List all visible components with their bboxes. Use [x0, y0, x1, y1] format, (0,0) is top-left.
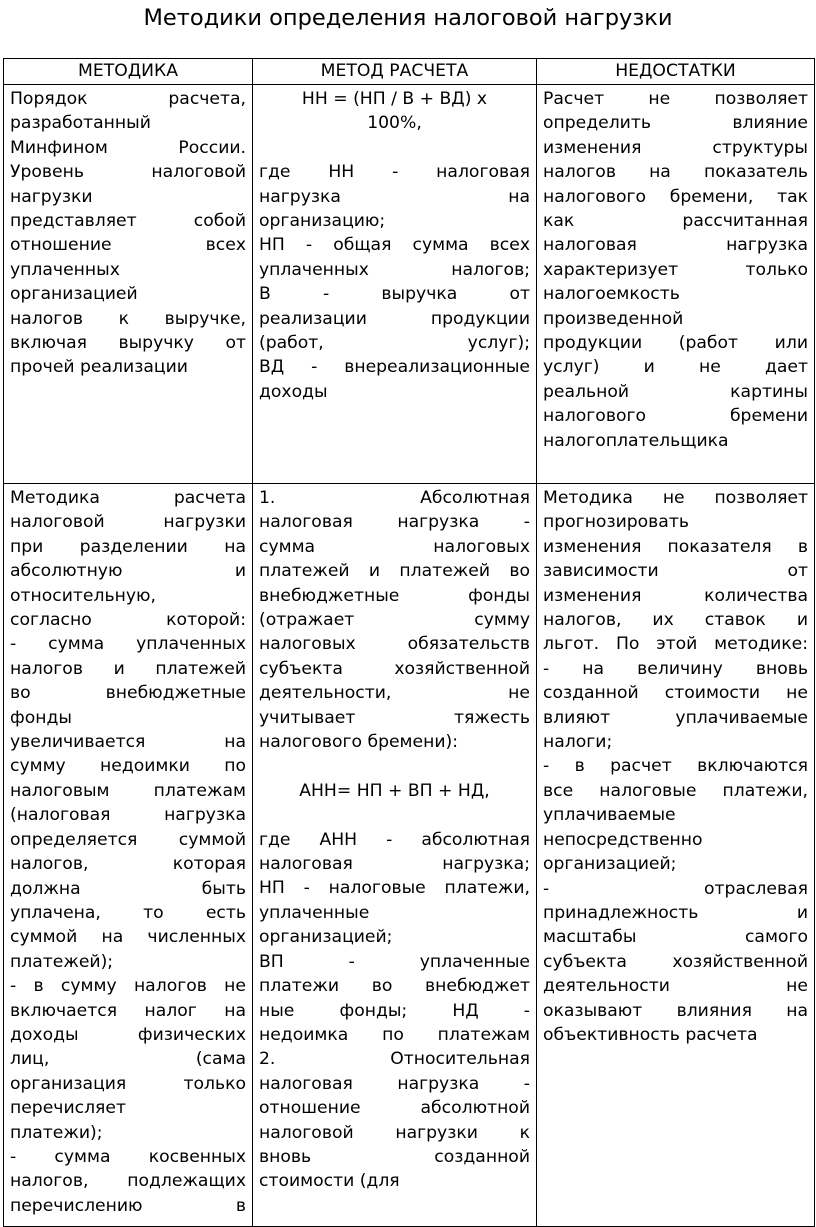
text-line: налогового бремени: [543, 406, 808, 427]
text-line: НН = (НП / В + ВД) x: [301, 89, 488, 109]
text-line: субъекта хозяйственной: [543, 951, 808, 972]
text-line: 2. Относительная: [259, 1049, 530, 1070]
text-line: масштабы самого: [543, 927, 808, 948]
text-line: НП - налоговые платежи,: [259, 878, 530, 899]
text-line: при разделении на: [10, 536, 246, 557]
page-title: Методики определения налоговой нагрузки: [143, 5, 673, 31]
cell-method: [4, 85, 253, 484]
text-line: недоимка по платежам: [259, 1024, 530, 1045]
text-line: уплачиваемые: [543, 805, 676, 826]
header-method: МЕТОДИКА: [4, 59, 253, 85]
text-line: [259, 136, 530, 160]
text-line: включается налог на: [10, 1000, 246, 1021]
text-line: перечисляет: [10, 1098, 126, 1119]
text-line: продукции (работ или: [543, 333, 808, 354]
text-line: - отраслевая: [543, 878, 808, 899]
text-line: [259, 803, 530, 827]
text-line: В - выручка от: [259, 284, 530, 305]
text-line: организацией;: [259, 927, 393, 948]
text-line: Уровень налоговой: [10, 162, 246, 183]
text-line: налогоемкость: [543, 284, 680, 305]
text-line: - в расчет включаются: [543, 756, 808, 777]
text-line: налоги;: [543, 732, 613, 753]
text-line: платежей);: [10, 951, 114, 972]
text-line: уплаченных: [10, 259, 120, 280]
text-line: изменения структуры: [543, 137, 808, 158]
text-line: налоговой нагрузки к: [259, 1122, 530, 1143]
cell-calculation: [253, 484, 537, 1227]
text-line: организацией;: [543, 854, 677, 875]
text-line: деятельности, не: [259, 683, 530, 704]
cell-drawbacks: [537, 484, 815, 1227]
text-line: влияют уплачиваемые: [543, 707, 808, 728]
text-line: учитывает тяжесть: [259, 707, 530, 728]
text-line: Методика расчета: [10, 488, 246, 508]
text-line: льгот. По этой методике:: [543, 634, 808, 655]
text-line: налогов к выручке,: [10, 308, 246, 329]
text-line: оказывают влияния на: [543, 1000, 808, 1021]
text-line: деятельности не: [543, 976, 808, 997]
methods-table: [3, 58, 815, 1227]
text-line: доходы: [259, 381, 328, 402]
text-line: налогов, подлежащих: [10, 1171, 246, 1192]
text-line: объективность расчета: [543, 1024, 758, 1045]
text-line: нагрузки: [10, 186, 93, 207]
text-line: увеличивается на: [10, 732, 246, 753]
table-row: [4, 85, 815, 484]
text-line: сумму недоимки по: [10, 756, 246, 777]
text-line: уплачена, то есть: [10, 902, 246, 923]
text-line: произведенной: [543, 308, 684, 329]
text-line: налоговая нагрузка -: [259, 1073, 530, 1094]
text-line: зависимости от: [543, 561, 808, 582]
text-line: прогнозировать: [543, 512, 689, 533]
text-line: - в сумму налогов не: [10, 976, 246, 997]
text-line: все налоговые платежи,: [543, 780, 808, 801]
text-line: характеризует только: [543, 259, 808, 280]
text-line: платежи во внебюджет: [259, 976, 530, 997]
text-line: разработанный: [10, 113, 151, 134]
text-line: фонды: [10, 707, 72, 728]
text-line: [259, 754, 530, 778]
text-line: созданной стоимости не: [543, 683, 808, 704]
text-line: абсолютную и: [10, 561, 246, 582]
cell-method: [4, 484, 253, 1227]
text-line: уплаченные: [259, 902, 370, 923]
text-line: (налоговая нагрузка: [10, 805, 246, 826]
text-line: суммой на численных: [10, 927, 246, 948]
text-line: Методика не позволяет: [543, 488, 808, 508]
text-line: платежи);: [10, 1122, 103, 1143]
text-line: представляет собой: [10, 211, 246, 232]
text-line: организацией: [10, 284, 138, 305]
text-line: уплаченных налогов;: [259, 259, 530, 280]
table-header-row: [4, 59, 815, 85]
table-row: [4, 484, 815, 1227]
text-line: субъекта хозяйственной: [259, 658, 530, 679]
text-line: принадлежность и: [543, 902, 808, 923]
text-line: реализации продукции: [259, 308, 530, 329]
text-line: налогового бремени):: [259, 732, 458, 753]
text-line: - на величину вновь: [543, 658, 808, 679]
text-line: Расчет не позволяет: [543, 89, 808, 109]
text-line: согласно которой:: [10, 610, 246, 631]
text-line: налоговая нагрузка;: [259, 854, 530, 875]
text-line: сумма налоговых: [259, 536, 530, 557]
text-line: налогового бремени, так: [543, 186, 808, 207]
text-line: (отражает сумму: [259, 610, 530, 631]
text-line: Минфином России.: [10, 137, 246, 158]
header-drawbacks: НЕДОСТАТКИ: [537, 59, 815, 85]
text-line: относительную,: [10, 585, 156, 606]
text-line: доходы физических: [10, 1024, 246, 1045]
text-line: определяется суммой: [10, 829, 246, 850]
text-line: реальной картины: [543, 381, 808, 402]
text-line: платежей и платежей во: [259, 561, 530, 582]
header-calculation: МЕТОД РАСЧЕТА: [253, 59, 537, 85]
text-line: ные фонды; НД -: [259, 1000, 530, 1021]
text-line: изменения показателя в: [543, 536, 808, 557]
text-line: налогов, которая: [10, 854, 246, 875]
text-line: организацию;: [259, 211, 386, 232]
text-line: стоимости (для: [259, 1171, 400, 1192]
text-line: ВД - внереализационные: [259, 357, 530, 378]
text-line: налоговая нагрузка -: [259, 512, 530, 533]
text-line: налогов на показатель: [543, 162, 808, 183]
text-line: как рассчитанная: [543, 211, 808, 232]
text-line: налогов, их ставок и: [543, 610, 808, 631]
text-line: определить влияние: [543, 113, 808, 134]
text-line: нагрузка на: [259, 186, 530, 207]
text-line: внебюджетные фонды: [259, 585, 530, 606]
text-line: налогоплательщика: [543, 430, 729, 451]
text-line: непосредственно: [543, 829, 703, 850]
text-line: налоговых обязательств: [259, 634, 530, 655]
text-line: во внебюджетные: [10, 683, 246, 704]
text-line: вновь созданной: [259, 1146, 530, 1167]
cell-drawbacks: [537, 85, 815, 484]
text-line: должна быть: [10, 878, 246, 899]
text-line: лиц, (сама: [10, 1049, 246, 1070]
text-line: услуг) и не дает: [543, 357, 808, 378]
text-line: - сумма косвенных: [10, 1146, 246, 1167]
text-line: 100%,: [367, 113, 422, 134]
text-line: НП - общая сумма всех: [259, 235, 530, 256]
text-line: ВП - уплаченные: [259, 951, 530, 972]
text-line: изменения количества: [543, 585, 808, 606]
text-line: где НН - налоговая: [259, 162, 530, 183]
text-line: налоговой нагрузки: [10, 512, 246, 533]
text-line: - сумма уплаченных: [10, 634, 246, 655]
text-line: прочей реализации: [10, 357, 188, 378]
text-line: налоговая нагрузка: [543, 235, 808, 256]
text-line: организация только: [10, 1073, 246, 1094]
text-line: перечислению в: [10, 1195, 246, 1216]
text-line: отношение всех: [10, 235, 246, 256]
text-line: где АНН - абсолютная: [259, 829, 530, 850]
text-line: отношение абсолютной: [259, 1098, 530, 1119]
cell-calculation: [253, 85, 537, 484]
text-line: Порядок расчета,: [10, 89, 246, 109]
text-line: (работ, услуг);: [259, 333, 530, 354]
text-line: налогов и платежей: [10, 658, 246, 679]
text-line: налоговым платежам: [10, 780, 246, 801]
text-line: включая выручку от: [10, 333, 246, 354]
text-line: 1. Абсолютная: [259, 488, 530, 508]
text-line: АНН= НП + ВП + НД,: [299, 780, 490, 801]
